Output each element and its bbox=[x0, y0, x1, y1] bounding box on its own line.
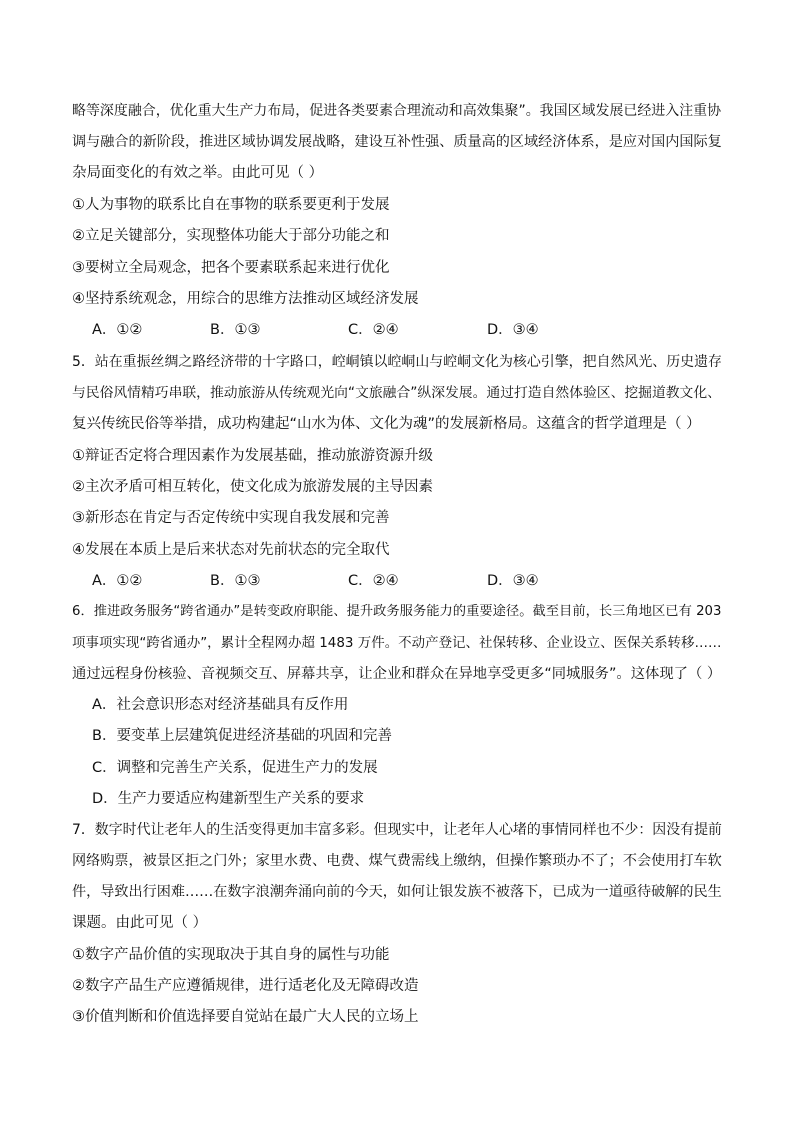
q5-text-line: 5．站在重振丝绸之路经济带的十字路口，崆峒镇以崆峒山与崆峒文化为核心引擎，把自然风光、历史遗存 bbox=[72, 354, 722, 370]
q4-item-3: ③要树立全局观念，把各个要素联系起来进行优化 bbox=[72, 260, 390, 276]
q5-option-c: C．②④ bbox=[348, 573, 399, 589]
q7-text-line: 网络购票，被景区拒之门外；家里水费、电费、煤气费需线上缴纳，但操作繁琐办不了；不会使用打车软 bbox=[72, 853, 722, 869]
q6-choice-d: D．生产力要适应构建新型生产关系的要求 bbox=[92, 791, 365, 807]
q5-text-line: 与民俗风情精巧串联，推动旅游从传统观光向“文旅融合”纵深发展。通过打造自然体验区、挖掘道教文化、 bbox=[72, 385, 721, 401]
q4-option-b: B．①③ bbox=[210, 322, 261, 338]
q4-text-line: 杂局面变化的有效之举。由此可见（ ） bbox=[72, 165, 324, 181]
q5-options bbox=[92, 571, 652, 591]
q5-option-a: A．①② bbox=[92, 573, 143, 589]
q7-text-line: 课题。由此可见（ ） bbox=[72, 915, 208, 931]
q7-item-3: ③价值判断和价值选择要自觉站在最广大人民的立场上 bbox=[72, 1009, 419, 1025]
q6-choice-c: C．调整和完善生产关系，促进生产力的发展 bbox=[92, 760, 378, 776]
q4-item-4: ④坚持系统观念，用综合的思维方法推动区域经济发展 bbox=[72, 291, 419, 307]
q5-option-b: B．①③ bbox=[210, 573, 261, 589]
q5-item-3: ③新形态在肯定与否定传统中实现自我发展和完善 bbox=[72, 510, 390, 526]
q5-item-1: ①辩证否定将合理因素作为发展基础，推动旅游资源升级 bbox=[72, 448, 433, 464]
q6-text-line: 项事项实现“跨省通办”，累计全程网办超 1483 万件。不动产登记、社保转移、企业设立、医保关系转移…… bbox=[72, 635, 722, 651]
q4-text-line: 调与融合的新阶段，推进区域协调发展战略，建设互补性强、质量高的区域经济体系，是应对国内国际复 bbox=[72, 134, 722, 150]
q6-choice-b: B．要变革上层建筑促进经济基础的巩固和完善 bbox=[92, 728, 392, 744]
q4-option-c: C．②④ bbox=[348, 322, 399, 338]
q7-item-2: ②数字产品生产应遵循规律，进行适老化及无障碍改造 bbox=[72, 978, 419, 994]
q5-item-4: ④发展在本质上是后来状态对先前状态的完全取代 bbox=[72, 542, 390, 558]
q4-options bbox=[92, 320, 652, 340]
q4-item-1: ①人为事物的联系比自在事物的联系要更利于发展 bbox=[72, 197, 390, 213]
q7-text-line: 件，导致出行困难……在数字浪潮奔涌向前的今天，如何让银发族不被落下，已成为一道亟待破解的民生 bbox=[72, 884, 722, 900]
q5-text-line: 复兴传统民俗等举措，成功构建起“山水为体、文化为魂”的发展新格局。这蕴含的哲学道理是（ ） bbox=[72, 416, 701, 432]
q5-option-d: D．③④ bbox=[487, 573, 539, 589]
q4-text-line: 略等深度融合，优化重大生产力布局，促进各类要素合理流动和高效集聚”。我国区域发展已经进入注重协 bbox=[72, 103, 722, 119]
q4-option-a: A．①② bbox=[92, 322, 143, 338]
q7-text-line: 7．数字时代让老年人的生活变得更加丰富多彩。但现实中，让老年人心堵的事情同样也不少：因没有提前 bbox=[72, 822, 722, 838]
q6-choice-a: A．社会意识形态对经济基础具有反作用 bbox=[92, 697, 349, 713]
q7-item-1: ①数字产品价值的实现取决于其自身的属性与功能 bbox=[72, 947, 390, 963]
q4-option-d: D．③④ bbox=[487, 322, 539, 338]
q6-text-line: 通过远程身份核验、音视频交互、屏幕共享，让企业和群众在异地享受更多“同城服务”。这体现了（ ） bbox=[72, 666, 722, 682]
q4-item-2: ②立足关键部分，实现整体功能大于部分功能之和 bbox=[72, 228, 390, 244]
q5-item-2: ②主次矛盾可相互转化，使文化成为旅游发展的主导因素 bbox=[72, 479, 433, 495]
q6-text-line: 6．推进政务服务“跨省通办”是转变政府职能、提升政务服务能力的重要途径。截至目前，长三角地区已有 203 bbox=[72, 604, 722, 619]
